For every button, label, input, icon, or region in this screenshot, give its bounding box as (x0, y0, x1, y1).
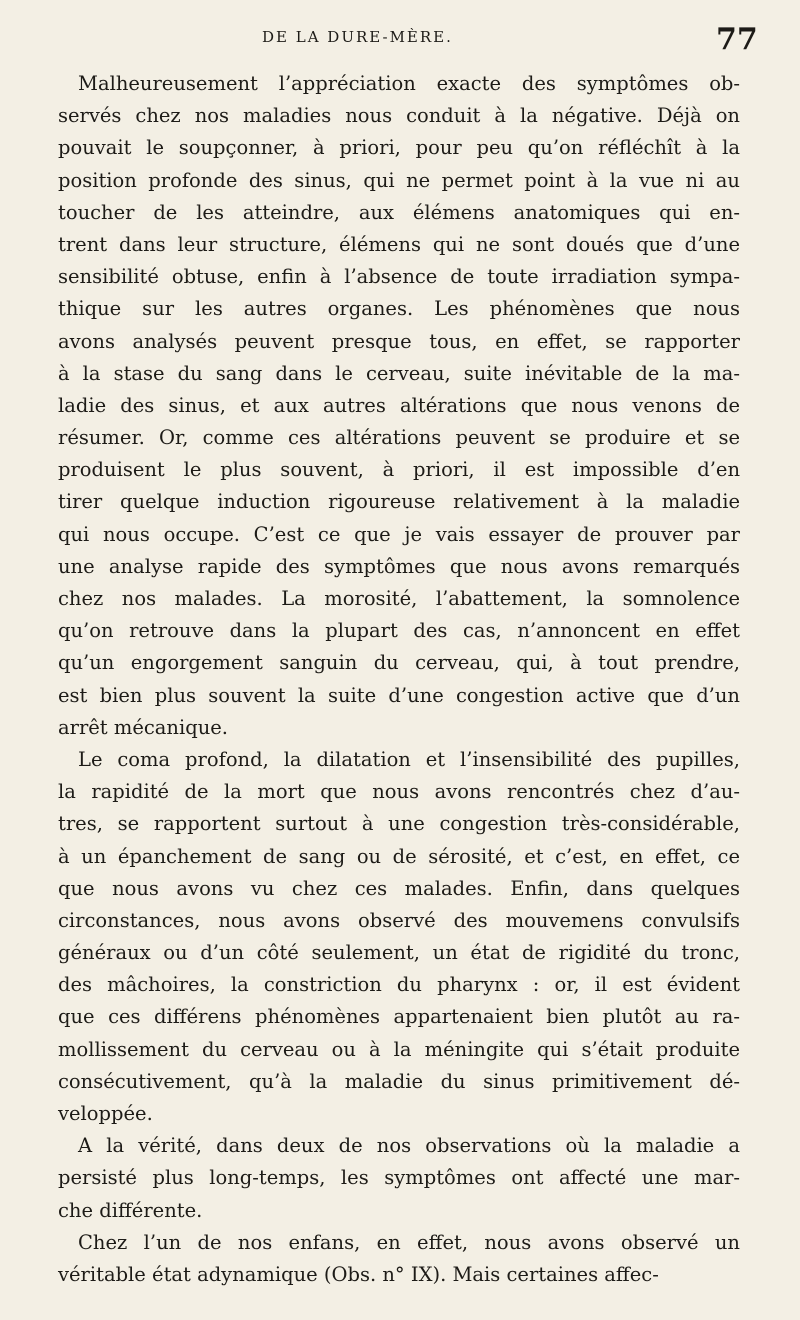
text-line: trent dans leur structure, élémens qui ne sont doués que d’une (58, 232, 740, 256)
text-line: consécutivement, qu’à la maladie du sinus primitivement dé- (58, 1069, 740, 1093)
text-line: circonstances, nous avons observé des mouvemens convulsifs (58, 908, 740, 932)
text-line: che différente. (58, 1198, 203, 1222)
text-line: arrêt mécanique. (58, 715, 228, 739)
text-line: des mâchoires, la constriction du pharynx : or, il est évident (58, 973, 740, 997)
text-line: Malheureusement l’appréciation exacte des symptômes ob- (78, 72, 740, 95)
text-line: tirer quelque induction rigoureuse relativement à la maladie (58, 490, 740, 514)
text-line: que ces différens phénomènes appartenaient bien plutôt au ra- (58, 1005, 740, 1029)
text-line: à la stase du sang dans le cerveau, suite inévitable de la ma- (58, 361, 740, 385)
text-line: A la vérité, dans deux de nos observations où la maladie a (78, 1134, 740, 1158)
text-line: veloppée. (58, 1102, 153, 1125)
text-line: qui nous occupe. C’est ce que je vais essayer de prouver par (58, 522, 740, 546)
text-line: thique sur les autres organes. Les phénomènes que nous (58, 297, 740, 321)
body-text (58, 68, 740, 1291)
text-line: résumer. Or, comme ces altérations peuvent se produire et se (58, 426, 740, 450)
paragraph (58, 744, 740, 1130)
text-line: est bien plus souvent la suite d’une congestion active que d’un (58, 683, 740, 707)
text-line: persisté plus long-temps, les symptômes ont affecté une mar- (58, 1166, 740, 1190)
text-line: toucher de les atteindre, aux élémens anatomiques qui en- (58, 200, 740, 224)
text-line: position profonde des sinus, qui ne permet point à la vue ni au (58, 168, 740, 192)
text-line: à un épanchement de sang ou de sérosité, et c’est, en effet, ce (58, 844, 740, 868)
text-line: généraux ou d’un côté seulement, un état de rigidité du tronc, (58, 941, 740, 965)
text-line: pouvait le soupçonner, à priori, pour peu qu’on réfléchît à la (58, 136, 740, 160)
text-line: Chez l’un de nos enfans, en effet, nous avons observé un (78, 1230, 740, 1254)
paragraph (58, 1227, 740, 1291)
text-line: servés chez nos maladies nous conduit à la négative. Déjà on (58, 104, 740, 128)
text-line: avons analysés peuvent presque tous, en effet, se rapporter (58, 329, 740, 353)
text-line: chez nos malades. La morosité, l’abattement, la somnolence (58, 587, 740, 610)
text-line: que nous avons vu chez ces malades. Enfin, dans quelques (58, 876, 740, 900)
text-line: ladie des sinus, et aux autres altérations que nous venons de (58, 393, 740, 417)
paragraph (58, 1130, 740, 1227)
text-line: Le coma profond, la dilatation et l’insensibilité des pupilles, (78, 747, 740, 771)
text-line: véritable état adynamique (Obs. n° IX). Mais certaines affec- (58, 1262, 659, 1286)
text-line: une analyse rapide des symptômes que nous avons remarqués (58, 554, 740, 578)
text-line: produisent le plus souvent, à priori, il est impossible d’en (58, 458, 740, 482)
text-line: qu’un engorgement sanguin du cerveau, qui, à tout prendre, (58, 651, 740, 675)
text-line: la rapidité de la mort que nous avons rencontrés chez d’au- (58, 780, 740, 804)
running-head: DE LA DURE-MÈRE. (262, 28, 453, 46)
text-line: qu’on retrouve dans la plupart des cas, n’annoncent en effet (58, 619, 740, 643)
paragraph (58, 68, 740, 744)
text-line: mollissement du cerveau ou à la méningite qui s’était produite (58, 1037, 740, 1061)
text-line: tres, se rapportent surtout à une congestion très-considérable, (58, 812, 740, 836)
text-line: sensibilité obtuse, enfin à l’absence de toute irradiation sympa- (58, 265, 740, 289)
page-number: 77 (716, 22, 758, 57)
